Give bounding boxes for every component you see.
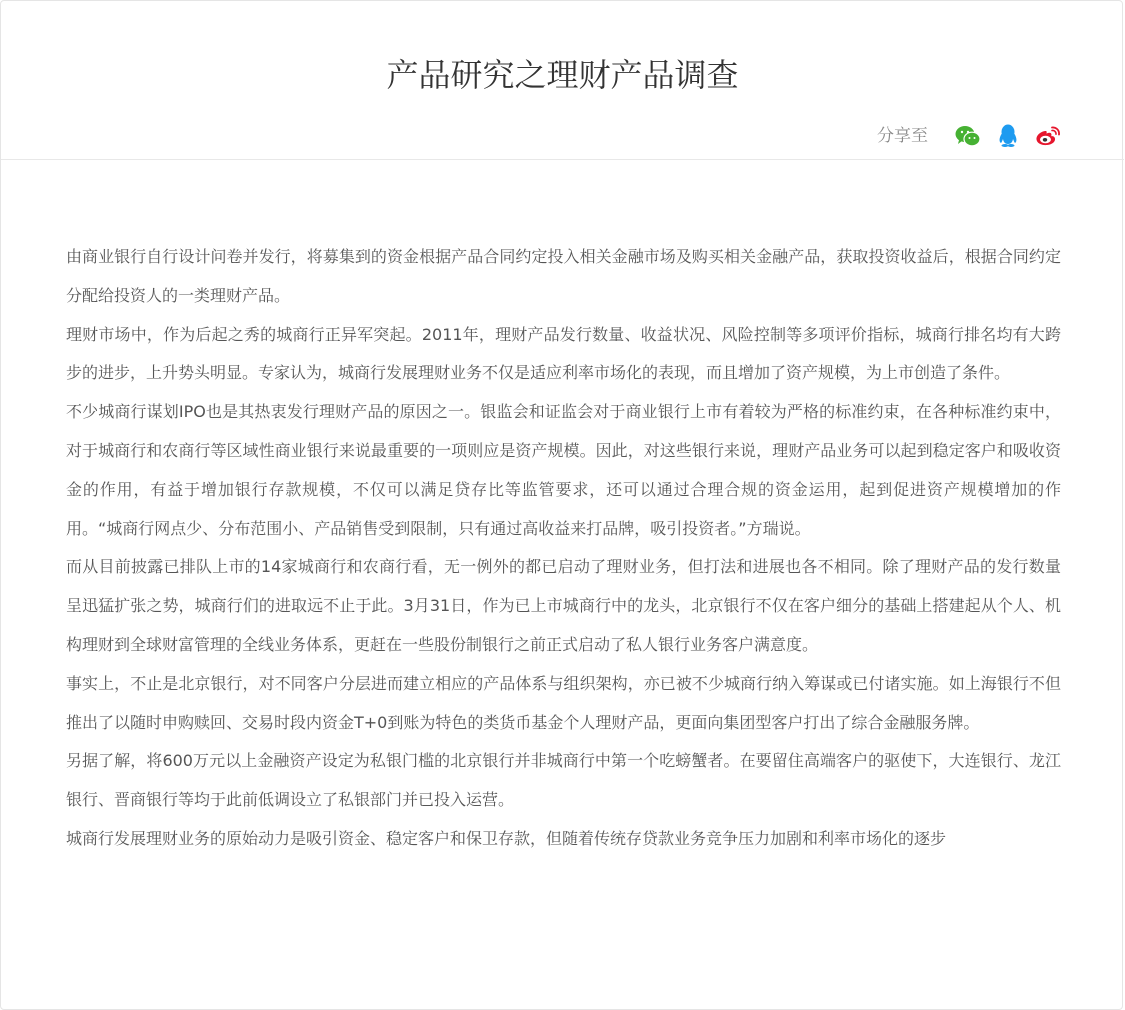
article-body xyxy=(66,238,1061,859)
article-paragraph: 理财市场中，作为后起之秀的城商行正异军突起。2011年，理财产品发行数量、收益状况、风险控制等多项评价指标，城商行排名均有大跨步的进步，上升势头明显。专家认为，城商行发展理财业务不仅是适应利率市场化的表现，而且增加了资产规模，为上市创造了条件。 xyxy=(66,324,1061,383)
share-label: 分享至 xyxy=(877,126,928,146)
article-paragraph: 不少城商行谋划IPO也是其热衷发行理财产品的原因之一。银监会和证监会对于商业银行上市有着较为严格的标准约束，在各种标准约束中，对于城商行和农商行等区域性商业银行来说最重要的一项则应是资产规模。因此，对这些银行来说，理财产品业务可以起到稳定客户和吸收资金的作用，有益于增加银行存款规模，不仅可以满足贷存比等监管要求，还可以通过合理合规的资金运用，起到促进资产规模增加的作用。“城商行网点少、分布范围小、产品销售受到限制，只有通过高收益来打品牌，吸引投资者。”方瑞说。 xyxy=(66,402,1061,538)
weibo-icon[interactable] xyxy=(1034,123,1062,149)
article-paragraph: 而从目前披露已排队上市的14家城商行和农商行看，无一例外的都已启动了理财业务，但打法和进展也各不相同。除了理财产品的发行数量呈迅猛扩张之势，城商行们的进取远不止于此。3月31日，作为已上市城商行中的龙头，北京银行不仅在客户细分的基础上搭建起从个人、机构理财到全球财富管理的全线业务体系，更赶在一些股份制银行之前正式启动了私人银行业务客户满意度。 xyxy=(66,557,1061,654)
article-paragraph: 城商行发展理财业务的原始动力是吸引资金、稳定客户和保卫存款，但随着传统存贷款业务竞争压力加剧和利率市场化的逐步 xyxy=(66,828,947,848)
article-paragraph: 另据了解，将600万元以上金融资产设定为私银门槛的北京银行并非城商行中第一个吃螃蟹者。在要留住高端客户的驱使下，大连银行、龙江银行、晋商银行等均于此前低调设立了私银部门并已投入运营。 xyxy=(66,751,1061,810)
page-title: 产品研究之理财产品调查 xyxy=(386,56,739,94)
wechat-icon[interactable] xyxy=(954,123,982,149)
share-bar xyxy=(877,123,1062,149)
article-header xyxy=(1,1,1124,160)
article-paragraph: 事实上，不止是北京银行，对不同客户分层进而建立相应的产品体系与组织架构，亦已被不少城商行纳入筹谋或已付诸实施。如上海银行不但推出了以随时申购赎回、交易时段内资金T+0到账为特色的类货币基金个人理财产品，更面向集团型客户打出了综合金融服务牌。 xyxy=(66,673,1061,732)
qq-icon[interactable] xyxy=(994,123,1022,149)
article-paragraph: 由商业银行自行设计问卷并发行，将募集到的资金根据产品合同约定投入相关金融市场及购买相关金融产品，获取投资收益后，根据合同约定分配给投资人的一类理财产品。 xyxy=(66,247,1061,305)
